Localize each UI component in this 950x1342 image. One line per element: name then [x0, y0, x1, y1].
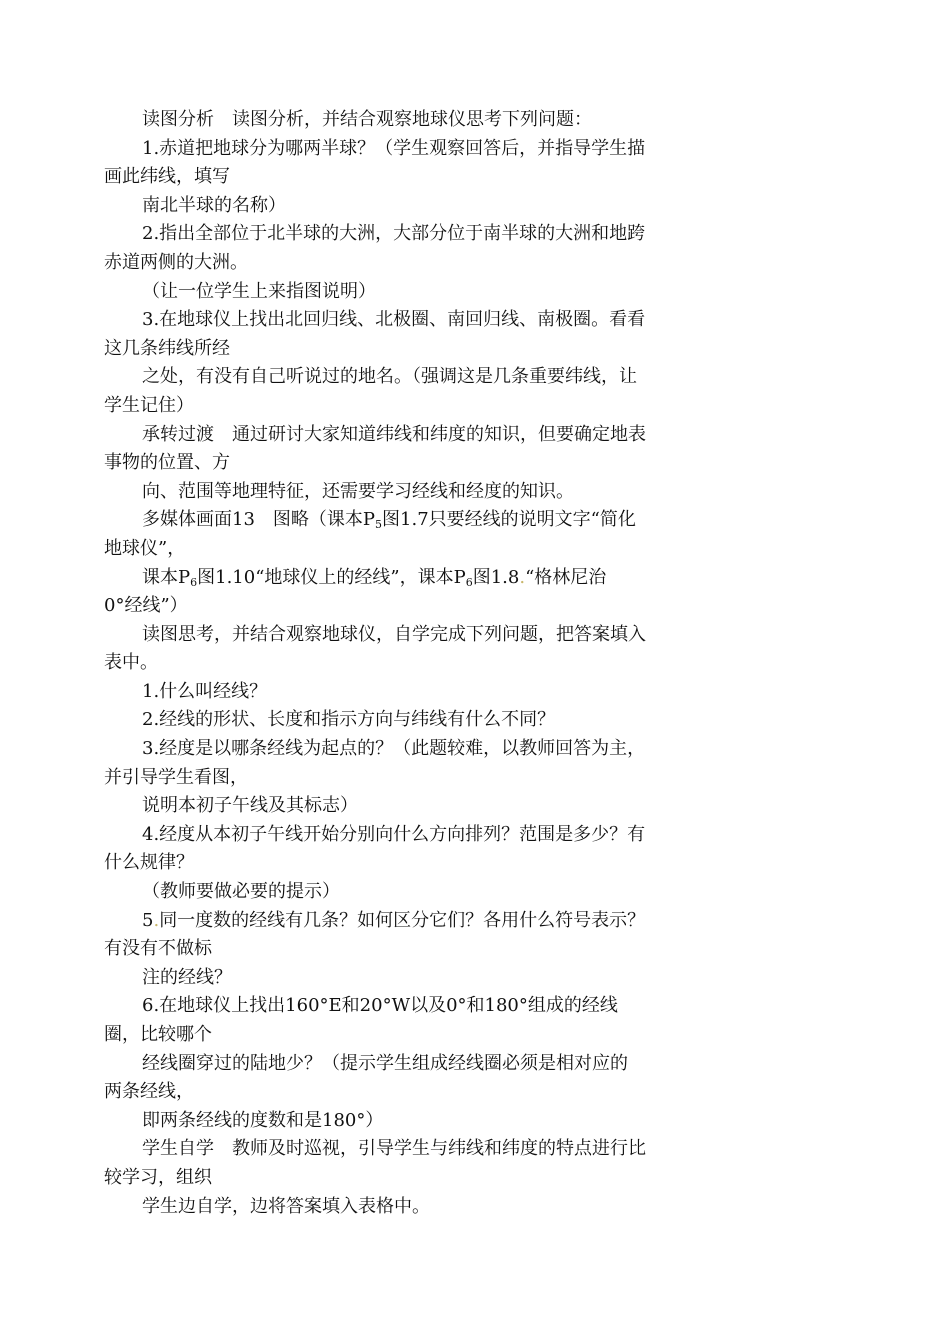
text-line: 表中。 [104, 652, 158, 674]
text-line: 南北半球的名称） [142, 194, 286, 216]
text-segment: “格林尼治 [525, 566, 607, 588]
text-line: 说明本初子午线及其标志） [142, 795, 358, 817]
text-segment: 同一度数的经线有几条？如何区分它们？各用什么符号表示？ [159, 909, 646, 931]
text-segment: 多媒体画面13 图略（课本 [142, 509, 363, 531]
text-line: 什么规律？ [104, 852, 194, 874]
document-body [104, 106, 704, 1221]
text-line: 这几条纬线所经 [104, 337, 230, 359]
text-line: 读图思考，并结合观察地球仪，自学完成下列问题，把答案填入 [142, 623, 646, 645]
page-ref: $P_6$ [453, 566, 473, 589]
text-line: 0°经线”） [104, 595, 188, 617]
text-segment: 图1.8 [472, 566, 520, 588]
text-line-textbook-refs [104, 564, 704, 593]
text-segment: 图1.7只要经线的说明文字“简化 [382, 509, 636, 531]
text-line: 赤道两侧的大洲。 [104, 251, 248, 273]
text-segment: 图1.10“地球仪上的经线”，课本 [197, 566, 454, 588]
text-line: （教师要做必要的提示） [142, 881, 340, 903]
item-number: 5 [142, 909, 154, 931]
text-segment: 课本 [142, 566, 178, 588]
stray-dot: . [519, 566, 526, 588]
text-line: 学生自学 教师及时巡视，引导学生与纬线和纬度的特点进行比 [142, 1138, 646, 1160]
text-line: 圈，比较哪个 [104, 1024, 212, 1045]
page-ref: $P_5$ [362, 509, 383, 532]
text-line: 有没有不做标 [104, 938, 212, 960]
stray-dot: . [153, 909, 160, 931]
text-line: 1.赤道把地球分为哪两半球？（学生观察回答后，并指导学生描 [142, 137, 646, 159]
text-line: （让一位学生上来指图说明） [142, 280, 376, 302]
text-line: 地球仪”， [104, 537, 186, 559]
text-line: 向、范围等地理特征，还需要学习经线和经度的知识。 [142, 480, 574, 502]
text-line: 3.在地球仪上找出北回归线、北极圈、南回归线、南极圈。看看 [142, 309, 646, 331]
text-line: 4.经度从本初子午线开始分别向什么方向排列？范围是多少？有 [142, 823, 646, 845]
text-line: 1.什么叫经线？ [142, 680, 268, 702]
text-line: 较学习，组织 [104, 1166, 212, 1188]
text-line: 两条经线， [104, 1081, 194, 1103]
text-line: 学生边自学，边将答案填入表格中。 [142, 1195, 430, 1217]
text-line: 承转过渡 通过研讨大家知道纬线和纬度的知识，但要确定地表 [142, 423, 646, 445]
text-line: 之处，有没有自己听说过的地名。（强调这是几条重要纬线，让 [142, 366, 637, 388]
text-line: 注的经线？ [142, 966, 232, 988]
text-line-item-5 [104, 907, 704, 936]
text-line: 画此纬线，填写 [104, 166, 230, 188]
text-line: 即两条经线的度数和是180°） [142, 1109, 384, 1131]
page-ref: $P_6$ [178, 566, 198, 589]
text-line: 学生记住） [104, 394, 194, 416]
text-line: 2.经线的形状、长度和指示方向与纬线有什么不同？ [142, 709, 556, 731]
text-line: 3.经度是以哪条经线为起点的？（此题较难，以教师回答为主， [142, 738, 646, 760]
text-line: 6.在地球仪上找出160°E和20°W以及0°和180°组成的经线 [142, 995, 618, 1017]
text-line-multimedia [104, 506, 704, 535]
text-line: 2.指出全部位于北半球的大洲，大部分位于南半球的大洲和地跨 [142, 223, 646, 245]
text-line: 事物的位置、方 [104, 452, 230, 474]
text-line: 经线圈穿过的陆地少？（提示学生组成经线圈必须是相对应的 [142, 1052, 628, 1074]
text-line: 并引导学生看图， [104, 766, 248, 788]
text-line: 读图分析 读图分析，并结合观察地球仪思考下列问题： [142, 109, 592, 130]
